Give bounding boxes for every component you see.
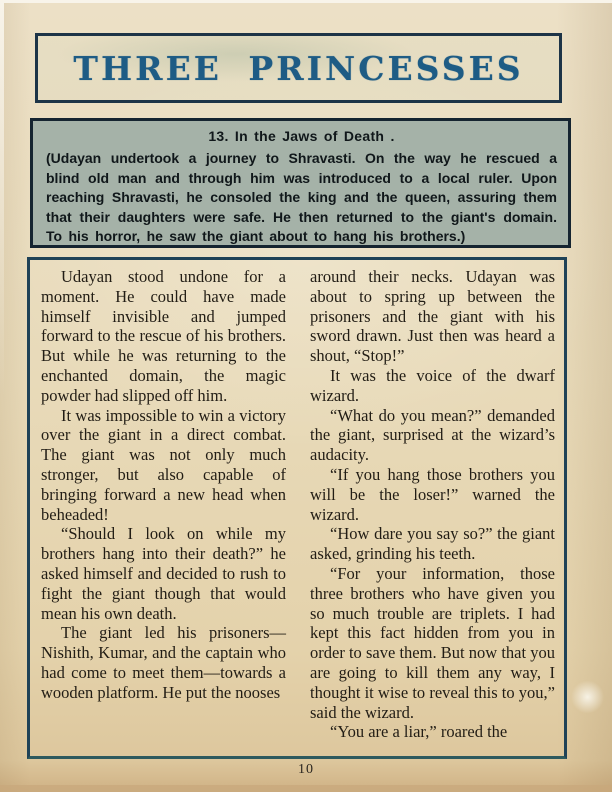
scan-edge-top: [0, 0, 612, 3]
story-paragraph-right-7: “You are a liar,” roared the: [330, 722, 508, 742]
story-paragraph-right-6: “For your information, those three brothers who have given you so much trouble are triplets. I had kept this fact hidden from you in order to save them. But now that you are going to kill them any way, I thought it wise to reveal this to you,” said the wizard.: [310, 563, 555, 722]
story-text-box: [27, 257, 567, 759]
story-paragraph-left-1: Udayan stood undone for a moment. He could have made himself invisible and jumped forward to the rescue of his brothers. But while he was returning to the enchanted domain, the magic powder had slipped off him.: [41, 267, 286, 405]
story-paragraph-right-3: “What do you mean?” demanded the giant, surprised at the wizard’s audacity.: [310, 405, 555, 465]
story-paragraph-left-3: “Should I look on while my brothers hang into their death?” he asked himself and decided to rush to fight the giant though that would mean his own death.: [41, 524, 286, 623]
book-title: THREE PRINCESSES: [73, 48, 524, 88]
story-paragraph-left-4: The giant led his prisoners—Nishith, Kumar, and the captain who had come to meet them—towards a wooden platform. He put the nooses: [41, 623, 286, 702]
story-column-left: [41, 267, 286, 752]
story-paragraph-right-5: “How dare you say so?” the giant asked, grinding his teeth.: [310, 524, 555, 564]
story-paragraph-right-1: around their necks. Udayan was about to spring up between the prisoners and the giant with his sword drawn. Just then was heard a shout, “Stop!”: [310, 267, 555, 366]
scan-edge-bottom: [0, 785, 612, 792]
book-title-box: [35, 33, 562, 103]
chapter-synopsis: (Udayan undertook a journey to Shravasti. On the way he rescued a blind old man and through him was introduced to a local ruler. Upon reaching Shravasti, he consoled the king and the queen, assuring them that their daughters were safe. He then returned to the giant's domain. To his horror, he saw the giant about to hang his brothers.): [46, 150, 557, 244]
chapter-heading: 13. In the Jaws of Death .: [208, 128, 395, 144]
story-paragraph-right-4: “If you hang those brothers you will be the loser!” warned the wizard.: [310, 464, 555, 524]
page-number: 10: [298, 762, 314, 777]
scan-edge-left: [0, 0, 4, 396]
story-paragraph-right-2: It was the voice of the dwarf wizard.: [310, 365, 555, 405]
story-column-right: [310, 267, 555, 752]
story-paragraph-left-2: It was impossible to win a victory over the giant in a direct combat. The giant was not only much stronger, but also capable of bringing forward a new head when beheaded!: [41, 405, 286, 524]
chapter-synopsis-box: [30, 118, 571, 248]
